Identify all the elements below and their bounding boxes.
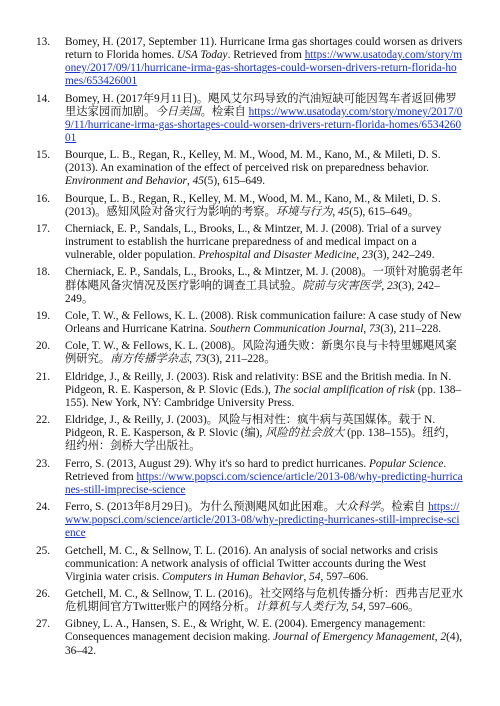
reference-text: Gibney, L. A., Hansen, S. E., & Wright, W. E. (2004). Emergency management: Consequences management decision making. <box>65 618 426 644</box>
reference-link[interactable]: https://www.usatoday.com/story/money/2017/09/11/hurricane-irma-gas-shortages-could-worsen-drivers-return-florida-homes/653426001 <box>65 105 463 144</box>
reference-source-title: 计算机与人类行为 <box>255 601 347 614</box>
reference-text: (3), 242–249. <box>373 249 435 262</box>
reference-source-title: 南方传播学杂志 <box>110 353 190 366</box>
reference-text: (pp. 138–155). New York, NY: Cambridge University Press. <box>65 383 462 409</box>
reference-text: Getchell, M. C., & Sellnow, T. L. (2016). An analysis of social networks and crisis communication: A network analysis of official Twitter accounts during the West Virginia water crisis. <box>65 544 438 583</box>
reference-source-title: 54 <box>351 601 363 614</box>
reference-source-title: 环境与行为 <box>275 205 333 218</box>
reference-text: Eldridge, J., & Reilly, J. (2003)。风险与相对性：疯牛病与英国媒体。载于 N. Pidgeon, R. E. Kasperson, & P. Slovic (编), <box>65 414 436 440</box>
reference-number: 18. <box>36 266 51 279</box>
reference-number: 24. <box>36 501 51 514</box>
reference-item <box>36 618 464 657</box>
reference-text: Bourque, L. B., Regan, R., Kelley, M. M., Wood, M. M., Kano, M., & Mileti, D. S. (2013)。感知风险对备灾行为影响的考察。 <box>65 192 441 218</box>
reference-item <box>36 149 464 188</box>
reference-text: , <box>381 279 387 292</box>
reference-text: Getchell, M. C., & Sellnow, T. L. (2016)。社交网络与危机传播分析：西弗吉尼亚水危机期间官方Twitter账户的网络分析。 <box>65 588 463 614</box>
reference-source-title: 73 <box>369 323 381 335</box>
reference-source-title: 大众科学 <box>334 501 381 514</box>
reference-number: 17. <box>36 222 51 235</box>
reference-number: 13. <box>36 36 51 48</box>
reference-source-title: 院前与灾害医学 <box>302 279 382 292</box>
reference-source-title: Computers in Human Behavior <box>162 570 304 583</box>
reference-source-title: Environment and Behavior <box>65 175 187 188</box>
reference-text: (3), 211–228。 <box>206 353 276 366</box>
reference-item <box>36 340 464 366</box>
reference-link[interactable]: https://www.popsci.com/science/article/2013-08/why-predicting-hurricanes-still-imprecise-science <box>65 470 463 496</box>
reference-number: 25. <box>36 544 51 557</box>
reference-item <box>36 414 464 453</box>
reference-text: , 597–606。 <box>362 601 420 614</box>
reference-source-title: Journal of Emergency Management <box>273 631 435 644</box>
reference-text: Cole, T. W., & Fellows, K. L. (2008)。风险沟通失败：新奥尔良与卡特里娜飓风案例研究。 <box>65 340 457 366</box>
reference-text: , <box>189 353 195 366</box>
reference-text: Bourque, L. B., Regan, R., Kelley, M. M., Wood, M. M., Kano, M., & Mileti, D. S. (2013). An examination of the effect of perceived risk on preparedness behavior. <box>65 149 441 175</box>
reference-number: 19. <box>36 309 51 322</box>
reference-number: 22. <box>36 414 51 427</box>
reference-number: 20. <box>36 340 51 353</box>
reference-text: , <box>363 323 370 335</box>
reference-link[interactable]: https://www.popsci.com/science/article/2013-08/why-predicting-hurricanes-still-imprecise-science <box>65 501 460 540</box>
reference-text: Bomey, H. (2017, September 11). Hurricane Irma gas shortages could worsen as drivers return to Florida homes. <box>65 36 463 62</box>
reference-text: Bomey, H. (2017年9月11日)。飓风艾尔玛导致的汽油短缺可能因驾车者返回佛罗里达家园而加剧。 <box>65 92 457 118</box>
reference-text: , <box>332 205 339 218</box>
reference-text: (5), 615–649. <box>203 175 266 188</box>
reference-text: Cole, T. W., & Fellows, K. L. (2008). Risk communication failure: A case study of New Orleans and Hurricane Katrina. <box>65 309 462 335</box>
reference-text: Ferro, S. (2013, August 29). Why it's so hard to predict hurricanes. <box>65 457 369 470</box>
reference-source-title: The social amplification of risk <box>273 383 415 396</box>
reference-text: , <box>434 631 441 644</box>
reference-source-title: Southern Communication Journal <box>209 323 364 335</box>
reference-item <box>36 93 464 145</box>
reference-item <box>36 501 464 540</box>
reference-item <box>36 458 464 497</box>
reference-item <box>36 310 464 336</box>
reference-text: (4), 36–42. <box>65 631 463 657</box>
reference-source-title: USA Today <box>177 49 228 62</box>
reference-source-title: 45 <box>192 175 204 188</box>
reference-text: . Retrieved from <box>227 49 305 62</box>
reference-source-title: 23 <box>387 279 399 292</box>
reference-text: , 597–606. <box>320 570 369 583</box>
reference-text: . Retrieved from <box>65 457 447 483</box>
reference-source-title: Popular Science <box>368 457 444 470</box>
reference-source-title: Prehospital and Disaster Medicine <box>198 249 357 262</box>
reference-number: 16. <box>36 192 51 205</box>
reference-text: Eldridge, J., & Reilly, J. (2003). Risk and relativity: BSE and the British media. In N. Pidgeon, R. E. Kasperson, & P. Slovic (Eds.), <box>65 370 452 396</box>
reference-text: , <box>186 175 193 188</box>
reference-source-title: 54 <box>309 570 321 583</box>
reference-number: 23. <box>36 457 51 470</box>
reference-text: (3), 242–249。 <box>65 279 440 305</box>
reference-number: 15. <box>36 149 51 162</box>
reference-item <box>36 223 464 262</box>
reference-text: Cherniack, E. P., Sandals, L., Brooks, L., & Mintzer, M. J. (2008)。一项针对脆弱老年群体飓风备灾情况及医疗影响的调查工具试验。 <box>65 266 464 292</box>
reference-text: 。检索自 <box>200 105 249 118</box>
reference-item <box>36 193 464 219</box>
reference-text: , <box>346 601 352 614</box>
reference-number: 26. <box>36 588 51 600</box>
reference-text: 。检索自 <box>380 501 429 514</box>
reference-source-title: 45 <box>338 205 350 218</box>
reference-text: (pp. 138–155)。纽约，纽约州：剑桥大学出版社。 <box>65 427 457 453</box>
reference-item <box>36 588 464 614</box>
reference-number: 21. <box>36 370 51 383</box>
reference-item <box>36 266 464 305</box>
reference-item <box>36 371 464 410</box>
reference-number: 14. <box>36 92 51 105</box>
reference-item <box>36 545 464 584</box>
reference-source-title: 23 <box>362 249 374 262</box>
reference-source-title: 风险的社会放大 <box>265 427 345 440</box>
reference-number: 27. <box>36 618 51 631</box>
reference-text: Cherniack, E. P., Sandals, L., Brooks, L., & Mintzer, M. J. (2008). Trial of a survey instrument to establish the hurricane preparedness of and medical impact on a vulnerable, older population. <box>65 222 442 262</box>
reference-link[interactable]: https://www.usatoday.com/story/money/2017/09/11/hurricane-irma-gas-shortages-could-worsen-drivers-return-florida-homes/653426001 <box>65 49 463 88</box>
reference-text: Ferro, S. (2013年8月29日)。为什么预测飓风如此困难。 <box>65 501 335 514</box>
reference-source-title: 73 <box>194 353 207 366</box>
reference-text: (3), 211–228. <box>380 323 442 335</box>
reference-text: , <box>356 249 363 262</box>
reference-list <box>36 36 464 658</box>
reference-source-title: 今日美国 <box>155 105 201 118</box>
reference-text: , <box>303 570 310 583</box>
reference-text: (5), 615–649。 <box>349 205 419 218</box>
reference-item <box>36 36 464 88</box>
reference-source-title: 2 <box>440 631 447 644</box>
